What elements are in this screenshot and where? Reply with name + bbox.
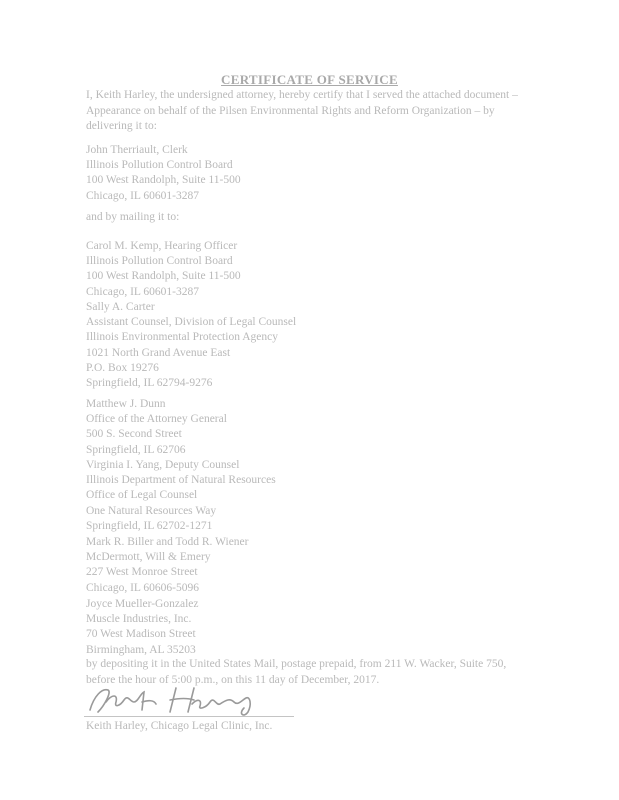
address-line: Chicago, IL 60601-3287 xyxy=(86,189,199,202)
signatory-name: Keith Harley, Chicago Legal Clinic, Inc. xyxy=(86,720,273,732)
intro-paragraph: I, Keith Harley, the undersigned attorney, hereby certify that I served the attached document – Appearance on behalf of the Pilsen Environmental Rights and Reform Organization – by delivering it to: xyxy=(86,89,518,132)
address-line: Carol M. Kemp, Hearing Officer xyxy=(86,240,238,252)
address-line: Springfield, IL 62794-9276 xyxy=(86,376,213,389)
address-line: Joyce Mueller-Gonzalez xyxy=(86,598,199,610)
address-line: Matthew J. Dunn xyxy=(86,398,166,410)
address-line: Illinois Pollution Control Board xyxy=(86,159,233,172)
address-line: Sally A. Carter xyxy=(86,301,155,313)
handwritten-signature xyxy=(84,680,304,720)
address-line: 1021 North Grand Avenue East xyxy=(86,346,231,359)
address-line: Birmingham, AL 35203 xyxy=(86,643,196,656)
recipient-clerk xyxy=(86,143,241,204)
closing-paragraph: by depositing it in the United States Mail, postage prepaid, from 211 W. Wacker, Suite 750, before the hour of 5:00 p.m., on this 11 day of December, 2017. xyxy=(86,658,507,686)
recipient-mcdermott xyxy=(86,535,248,596)
signature-line xyxy=(84,716,294,717)
address-line: Mark R. Biller and Todd R. Wiener xyxy=(86,536,249,548)
address-line: 70 West Madison Street xyxy=(86,628,196,641)
recipient-hearing-officer xyxy=(86,239,241,300)
address-line: Chicago, IL 60601-3287 xyxy=(86,285,199,298)
address-line: One Natural Resources Way xyxy=(86,504,217,517)
address-line: Office of Legal Counsel xyxy=(86,489,198,502)
address-line: 100 West Randolph, Suite 11-500 xyxy=(86,174,241,187)
address-line: 500 S. Second Street xyxy=(86,428,182,441)
address-line: Springfield, IL 62706 xyxy=(86,443,186,456)
address-line: Chicago, IL 60606-5096 xyxy=(86,581,199,594)
address-line: Illinois Department of Natural Resources xyxy=(86,474,276,487)
address-line: P.O. Box 19276 xyxy=(86,361,159,374)
address-line: Assistant Counsel, Division of Legal Counsel xyxy=(86,316,297,329)
address-line: Virginia I. Yang, Deputy Counsel xyxy=(86,459,240,471)
recipient-attorney-general xyxy=(86,397,227,458)
address-line: Muscle Industries, Inc. xyxy=(86,613,192,626)
recipient-iepa xyxy=(86,300,296,391)
address-line: Illinois Pollution Control Board xyxy=(86,255,233,268)
address-line: 227 West Monroe Street xyxy=(86,566,198,579)
document-title: CERTIFICATE OF SERVICE xyxy=(221,72,398,87)
address-line: Illinois Environmental Protection Agency xyxy=(86,331,278,344)
and-by-mailing-text: and by mailing it to: xyxy=(86,211,180,223)
address-line: Springfield, IL 62702-1271 xyxy=(86,519,213,532)
address-line: McDermott, Will & Emery xyxy=(86,551,211,564)
recipient-muscle-industries xyxy=(86,597,198,658)
address-line: Office of the Attorney General xyxy=(86,413,227,426)
address-line: John Therriault, Clerk xyxy=(86,144,188,156)
address-line: 100 West Randolph, Suite 11-500 xyxy=(86,270,241,283)
recipient-idnr xyxy=(86,458,276,534)
